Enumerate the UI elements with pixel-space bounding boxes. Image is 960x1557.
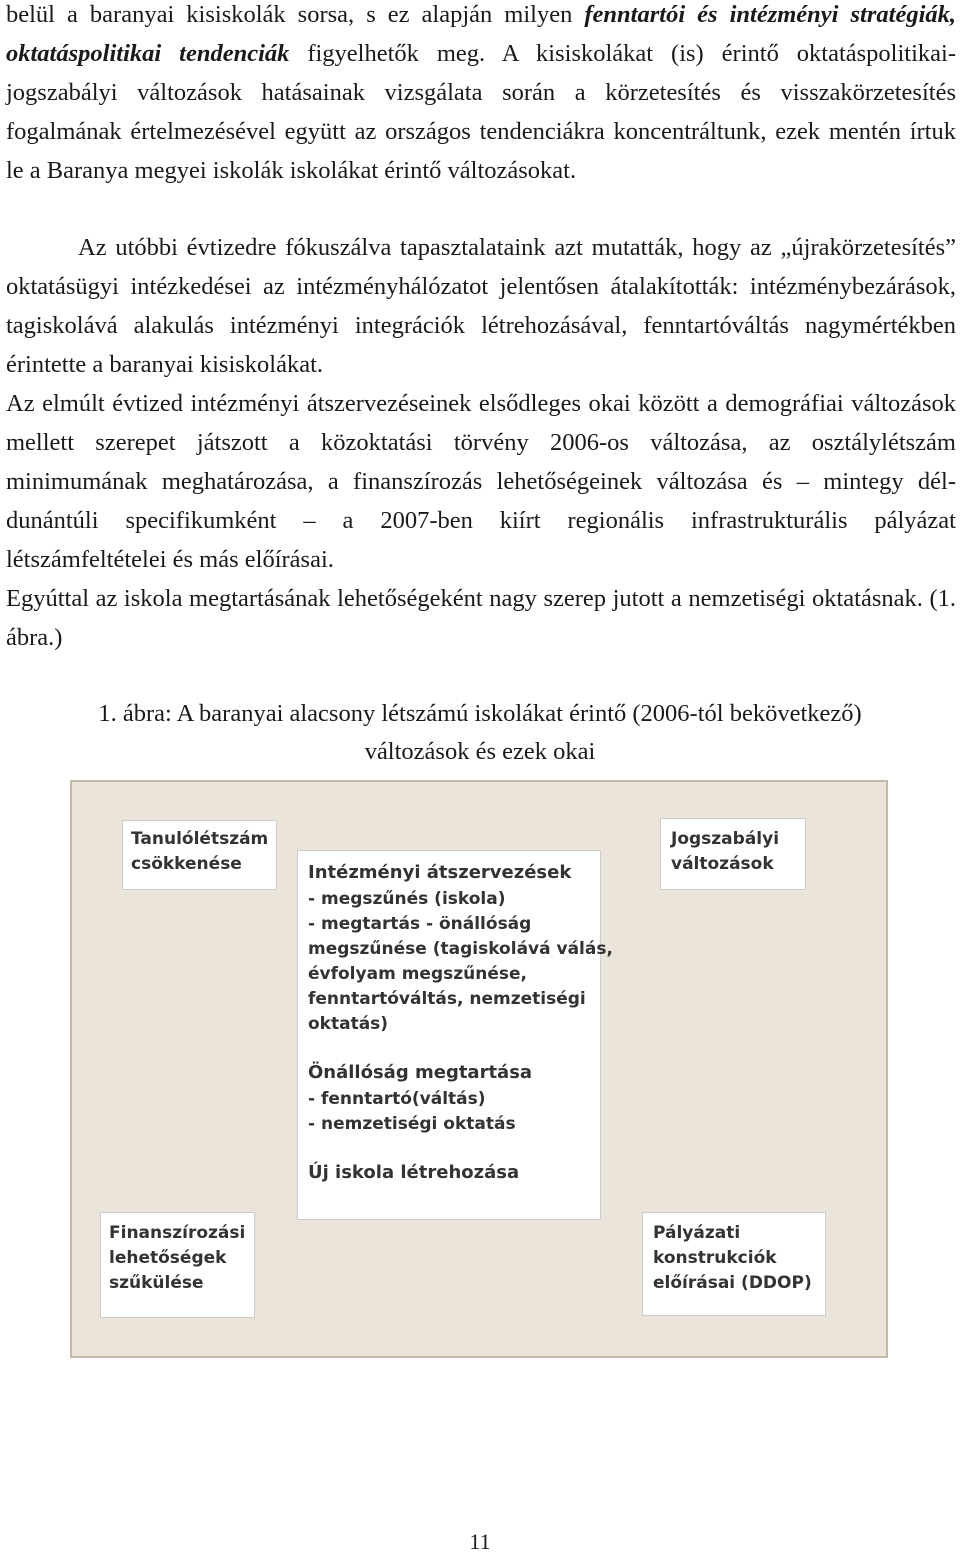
box-legal-changes [660, 818, 806, 890]
box-financing-line: szűkülése [109, 1273, 204, 1293]
paragraph-intro-end: figyelhetők meg. A kisiskolákat (is) érintő oktatáspolitikai-jogszabályi változások hatásainak vizsgálata során a körzetesítés és visszakörzetesítés fogalmának értelmezésével együtt az országos tendenciákra koncentráltunk, ezek mentén írtuk le a Baranya megyei iskolák iskolákat érintő változásokat. [6, 40, 956, 184]
box-center-item: fenntartóváltás, nemzetiségi [308, 989, 586, 1009]
box-financing-line: Finanszírozási [109, 1223, 246, 1243]
box-tender-requirements-line: konstrukciók [653, 1248, 777, 1268]
box-center-heading-autonomy: Önállóság megtartása [308, 1062, 533, 1083]
figure-caption-line-2: változások és ezek okai [364, 738, 596, 765]
box-financing [100, 1212, 255, 1318]
paragraph-minority-education: Egyúttal az iskola megtartásának lehetőségeként nagy szerep jutott a nemzetiségi oktatásnak. (1. ábra.) [6, 585, 956, 651]
paragraph-intro [6, 0, 956, 190]
figure-caption [0, 695, 960, 771]
paragraph-decade-focus: Az utóbbi évtizedre fókuszálva tapasztalataink azt mutatták, hogy az „újrakörzetesítés” oktatásügyi intézkedései az intézményhálózatot jelentősen átalakították: intézménybezárások, tagiskolává alakulás intézményi integrációk létrehozásával, fenntartóváltás nagymértékben érintette a baranyai kisiskolákat. [6, 234, 956, 378]
box-legal-changes-line: Jogszabályi [671, 829, 780, 849]
box-center-spacer [308, 1137, 600, 1159]
page-number: 11 [469, 1529, 491, 1554]
box-center-item: - fenntartó(váltás) [308, 1089, 486, 1109]
box-student-numbers [122, 820, 277, 890]
box-center-item: - megtartás - önállóság [308, 914, 532, 934]
box-center-heading-new-school: Új iskola létrehozása [308, 1162, 520, 1183]
box-center-spacer [308, 1037, 600, 1059]
box-tender-requirements-line: Pályázati [653, 1223, 741, 1243]
box-center-item: évfolyam megszűnése, [308, 964, 527, 984]
box-center-item: - nemzetiségi oktatás [308, 1114, 516, 1134]
figure-diagram [70, 780, 888, 1358]
box-center-item: megszűnése (tagiskolává válás, [308, 939, 613, 959]
box-institutional-restructuring [297, 850, 613, 1220]
box-student-numbers-line: Tanulólétszám [131, 829, 269, 849]
paragraph-intro-start: belül a baranyai kisiskolák sorsa, s ez alapján milyen [6, 1, 585, 28]
box-financing-line: lehetőségek [109, 1248, 227, 1268]
paragraph-causes: Az elmúlt évtized intézményi átszervezéseinek elsődleges okai között a demográfiai változások mellett szerepet játszott a közoktatási törvény 2006-os változása, az osztálylétszám minimumának meghatározása, a finanszírozás lehetőségeinek változása és – mintegy dél-dunántúli specifikumként – a 2007-ben kiírt regionális infrastrukturális pályázat létszámfeltételei és más előírásai. [6, 390, 956, 573]
figure-caption-line-1: 1. ábra: A baranyai alacsony létszámú iskolákat érintő (2006-tól bekövetkező) [98, 700, 862, 727]
box-legal-changes-line: változások [671, 854, 774, 874]
box-center-item: - megszűnés (iskola) [308, 889, 506, 909]
box-tender-requirements [642, 1212, 826, 1316]
box-center-item: oktatás) [308, 1014, 389, 1034]
paragraph-intro-emphasis: fenntartói és intézményi stratégiák, oktatáspolitikai tendenciák [6, 1, 957, 67]
box-student-numbers-line: csökkenése [131, 854, 242, 874]
box-tender-requirements-line: előírásai (DDOP) [653, 1273, 812, 1293]
box-center-heading-restructuring: Intézményi átszervezések [308, 862, 572, 883]
